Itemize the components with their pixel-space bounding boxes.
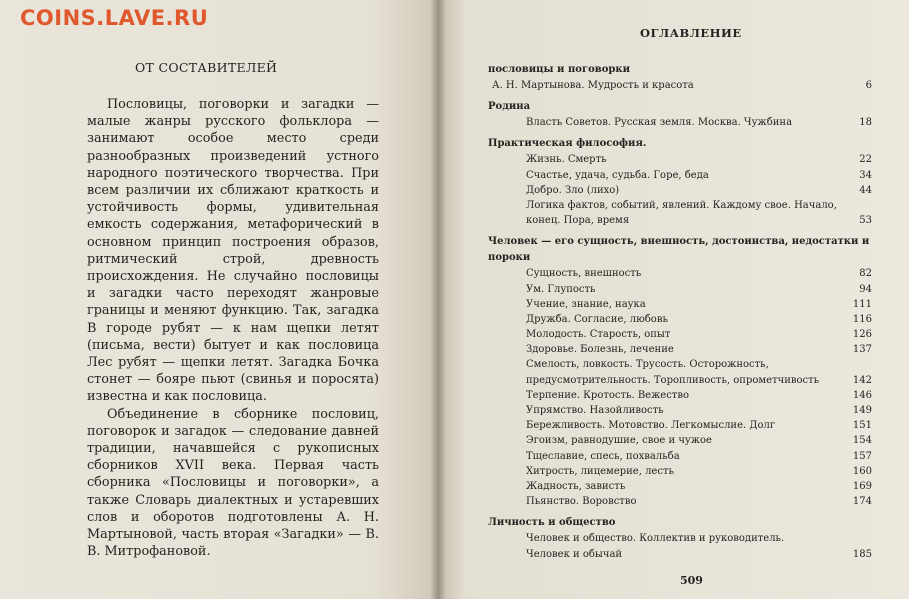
toc-entry[interactable] [488,403,872,418]
toc-entry[interactable] [488,78,872,93]
toc-entry[interactable] [488,418,872,433]
toc-entry[interactable] [488,282,872,297]
toc-entry-title: Терпение. Кротость. Вежество [526,389,689,401]
toc-entry-page: 142 [852,374,872,386]
preface-paragraph-2: Объединение в сборнике пословиц, поговорок и загадок — следование давней традиции, начавшейся с рукописных сборников XVII века. Первая часть сборника «Пословицы и поговорки», а также Словарь диалектных и устаревших слов и оборотов подготовлены А. Н. Мартыновой, часть вторая «Загадки» — В. В. Митрофановой. [87,406,379,560]
preface-title: ОТ СОСТАВИТЕЛЕЙ [135,60,278,75]
toc-entry-title: Сущность, внешность [526,268,642,280]
toc-entry-title: Добро. Зло (лихо) [526,184,620,196]
toc-entry[interactable] [488,357,872,387]
toc-entry-title: Человек и общество. Коллектив и руководитель. [526,533,785,545]
toc-entry-page: 18 [859,117,872,129]
toc-entry-title: Дружба. Согласие, любовь [526,313,668,325]
toc-entry-page: 53 [859,215,872,227]
book-gutter [430,0,446,599]
table-of-contents [488,62,872,562]
toc-entry-title: Бережливость. Мотовство. Легкомыслие. Долг [526,420,776,432]
toc-entry[interactable] [488,479,872,494]
toc-entry[interactable] [488,183,872,198]
toc-section-heading: Практическая философия. [488,138,647,150]
toc-section-heading: Личность и общество [488,517,616,529]
toc-entry[interactable] [488,433,872,448]
contents-title: ОГЛАВЛЕНИЕ [640,26,742,40]
toc-entry-page: 146 [852,389,872,401]
toc-entry-page: 22 [859,154,872,166]
toc-entry[interactable] [488,531,872,546]
toc-entry-title: Жадность, зависть [526,481,626,492]
toc-entry-page: 82 [859,268,872,280]
toc-entry-page: 169 [852,481,872,492]
toc-entry-page: 174 [852,496,872,508]
toc-entry-title: Упрямство. Назойливость [526,405,664,417]
toc-entry[interactable] [488,547,872,562]
toc-entry-page: 154 [852,435,872,447]
toc-entry-page: 151 [852,420,872,432]
toc-entry-title: Учение, знание, наука [526,298,646,310]
toc-section-heading: пословицы и поговорки [488,64,630,75]
toc-entry[interactable] [488,266,872,281]
toc-entry-page: 149 [852,405,872,417]
toc-entry-page: 34 [859,169,872,181]
toc-entry-page: 111 [852,298,872,310]
toc-section-heading: Родина [488,101,531,113]
toc-entry[interactable] [488,449,872,464]
toc-entry[interactable] [488,297,872,312]
toc-entry-title: Жизнь. Смерть [526,154,607,166]
watermark: COINS.LAVE.RU [20,6,209,30]
toc-entry[interactable] [488,198,872,228]
toc-entry-page: 44 [859,184,872,196]
toc-entry-title: Ум. Глупость [526,283,596,295]
toc-entry-page: 137 [852,344,872,356]
toc-entry-page: 126 [852,329,872,341]
toc-entry[interactable] [488,152,872,167]
toc-entry-title: Человек и обычай [526,548,623,560]
toc-entry-title: Здоровье. Болезнь, лечение [526,344,674,356]
toc-entry-page: 157 [852,450,872,462]
toc-entry-title: Смелость, ловкость. Трусость. Осторожность, предусмотрительность. Торопливость, опрометчивость [526,359,820,386]
page-number: 509 [680,574,703,587]
toc-entry-title: Хитрость, лицемерие, лесть [526,465,674,477]
preface-paragraph-1: Пословицы, поговорки и загадки — малые жанры русского фольклора — занимают особое место среди разнообразных произведений устного народного поэтического творчества. При всем различии их сближают краткость и устойчивость формы, удивительная емкость содержания, метафорический в основном принцип построения образов, ритмический строй, древность происхождения. Не случайно пословицы и загадки часто переходят жанровые границы и меняют функцию. Так, загадка В городе рубят — к нам щепки летят (письма, вести) бытует и как пословица Лес рубят — щепки летят. Загадка Бочка стонет — бояре пьют (свинья и поросята) известна и как пословица. [87,97,379,405]
toc-entry-title: А. Н. Мартынова. Мудрость и красота [492,80,694,91]
toc-entry-page: 116 [852,313,872,325]
preface-text [87,96,379,560]
toc-entry-title: Счастье, удача, судьба. Горе, беда [526,169,709,181]
toc-entry-title: Власть Советов. Русская земля. Москва. Чужбина [526,117,793,129]
toc-entry-title: Логика фактов, событий, явлений. Каждому свое. Начало, конец. Пора, время [526,199,837,227]
toc-section-heading: Человек — его сущность, внешность, достоинства, недостатки и пороки [488,236,870,264]
toc-entry[interactable] [488,115,872,130]
toc-entry[interactable] [488,327,872,342]
toc-entry[interactable] [488,464,872,479]
toc-entry[interactable] [488,388,872,403]
toc-entry-title: Пьянство. Воровство [526,496,637,508]
toc-entry-page: 6 [865,80,872,91]
toc-entry-page: 94 [859,283,872,295]
toc-entry-page: 185 [852,548,872,560]
toc-entry[interactable] [488,168,872,183]
toc-entry-title: Тщеславие, спесь, похвальба [526,450,680,462]
toc-entry[interactable] [488,312,872,327]
toc-entry-title: Молодость. Старость, опыт [526,329,671,341]
toc-entry[interactable] [488,342,872,357]
toc-entry-title: Эгоизм, равнодушие, свое и чужое [526,435,712,447]
toc-entry[interactable] [488,494,872,509]
toc-entry-page: 160 [852,465,872,477]
